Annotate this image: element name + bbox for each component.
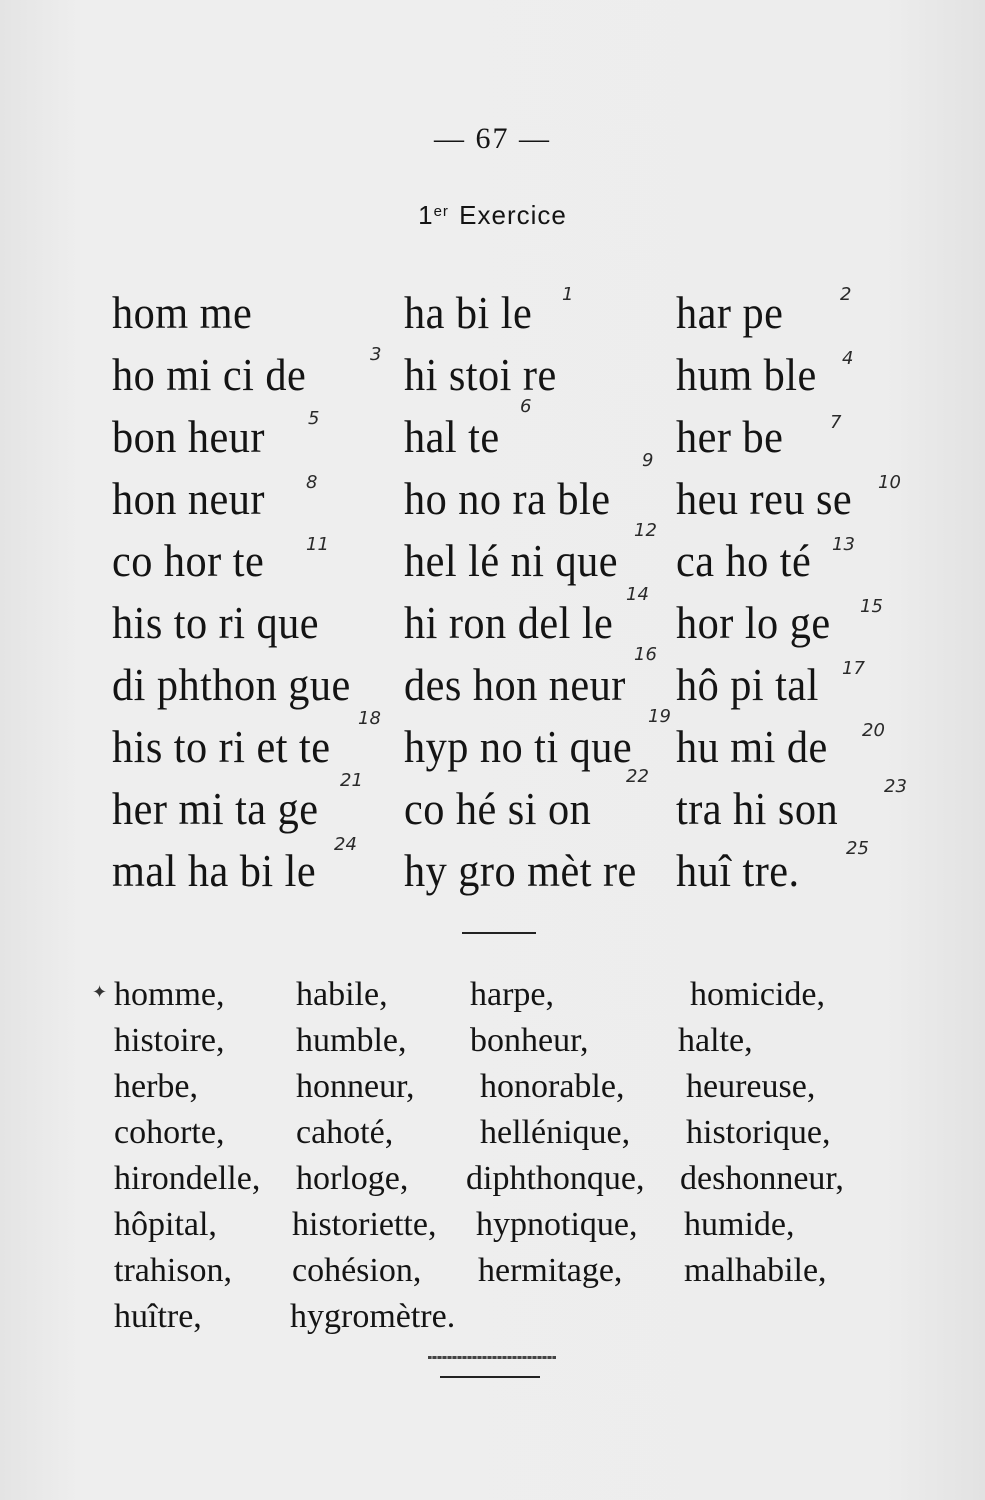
exercise-title-text: Exercice <box>459 200 567 230</box>
syllable-entry: ho no ra ble <box>404 473 611 524</box>
syllable-entry: co hor te <box>112 535 265 586</box>
annotation-number: 19 <box>648 706 671 727</box>
syllable-entry: hu mi de <box>676 721 828 772</box>
syllable-entry: hum ble <box>676 349 817 400</box>
word-entry: hygromètre. <box>290 1298 456 1335</box>
syllable-entry: huî tre. <box>676 845 800 896</box>
annotation-number: 5 <box>308 408 320 429</box>
word-entry: historique, <box>686 1114 831 1151</box>
word-entry: horloge, <box>296 1160 409 1197</box>
annotation-number: 25 <box>846 838 869 859</box>
word-entry: deshonneur, <box>680 1160 844 1197</box>
annotation-number: 14 <box>626 584 649 605</box>
annotation-number: 1 <box>562 284 574 305</box>
word-entry: hellénique, <box>480 1114 631 1151</box>
syllable-entry: har pe <box>676 287 784 338</box>
syllable-entry: ca ho té <box>676 535 812 586</box>
word-entry: historiette, <box>292 1206 437 1243</box>
annotation-number: 20 <box>862 720 885 741</box>
word-entry: diphthonque, <box>466 1160 645 1197</box>
syllable-entry: des hon neur <box>404 659 626 710</box>
annotation-number: 15 <box>860 596 883 617</box>
syllable-entry: hô pi tal <box>676 659 819 710</box>
syllable-entry: co hé si on <box>404 783 592 834</box>
bottom-divider <box>440 1376 540 1378</box>
syllable-entry: hon neur <box>112 473 265 524</box>
annotation-number: 16 <box>634 644 657 665</box>
word-entry: huître, <box>114 1298 202 1335</box>
annotation-number: 7 <box>830 412 842 433</box>
syllable-entry: hal te <box>404 411 500 462</box>
word-entry: hermitage, <box>478 1252 623 1289</box>
word-entry: homme, <box>114 976 225 1013</box>
word-entry: hôpital, <box>114 1206 217 1243</box>
word-entry: habile, <box>296 976 388 1013</box>
syllable-entry: her be <box>676 411 784 462</box>
syllable-table <box>0 272 985 896</box>
syllable-entry: bon heur <box>112 411 265 462</box>
annotation-number: 12 <box>634 520 657 541</box>
annotation-number: 22 <box>626 766 649 787</box>
syllable-entry: tra hi son <box>676 783 839 834</box>
word-entry: cahoté, <box>296 1114 394 1151</box>
word-entry: histoire, <box>114 1022 225 1059</box>
syllable-entry: ha bi le <box>404 287 533 338</box>
syllable-entry: her mi ta ge <box>112 783 319 834</box>
annotation-number: 8 <box>306 472 318 493</box>
exercise-title <box>0 200 985 231</box>
word-entry: cohésion, <box>292 1252 422 1289</box>
syllable-entry: mal ha bi le <box>112 845 317 896</box>
word-entry: cohorte, <box>114 1114 225 1151</box>
syllable-entry: his to ri que <box>112 597 319 648</box>
word-entry: halte, <box>678 1022 753 1059</box>
annotation-number: 11 <box>306 534 329 555</box>
word-entry: humble, <box>296 1022 407 1059</box>
word-entry: hypnotique, <box>476 1206 638 1243</box>
annotation-number: 10 <box>878 472 901 493</box>
annotation-number: 3 <box>370 344 382 365</box>
annotation-number: 17 <box>842 658 865 679</box>
syllable-entry: hi ron del le <box>404 597 614 648</box>
annotation-number: 13 <box>832 534 855 555</box>
word-entry: trahison, <box>114 1252 233 1289</box>
syllable-entry: hy gro mèt re <box>404 845 637 896</box>
word-entry: herbe, <box>114 1068 199 1105</box>
word-entry: hirondelle, <box>114 1160 261 1197</box>
ornamental-divider <box>428 1356 556 1359</box>
word-entry: malhabile, <box>684 1252 827 1289</box>
page-number: — 67 — <box>434 122 551 155</box>
annotation-number: 23 <box>884 776 907 797</box>
syllable-entry: hom me <box>112 287 253 338</box>
annotation-number: 18 <box>358 708 381 729</box>
word-entry: heureuse, <box>686 1068 816 1105</box>
annotation-number: 24 <box>334 834 357 855</box>
word-entry: honneur, <box>296 1068 415 1105</box>
syllable-entry: his to ri et te <box>112 721 331 772</box>
annotation-number: 6 <box>520 396 532 417</box>
exercise-ordinal-suffix: er <box>433 203 449 220</box>
syllable-entry: hor lo ge <box>676 597 831 648</box>
syllable-entry: hi stoi re <box>404 349 557 400</box>
section-divider <box>462 932 536 934</box>
word-entry: honorable, <box>480 1068 625 1105</box>
syllable-entry: hyp no ti que <box>404 721 633 772</box>
annotation-number: 21 <box>340 770 363 791</box>
word-entry: humide, <box>684 1206 795 1243</box>
annotation-number: 2 <box>840 284 852 305</box>
exercise-ordinal: 1 <box>418 200 434 230</box>
word-list <box>0 970 985 1370</box>
word-entry: homicide, <box>690 976 826 1013</box>
annotation-number: 4 <box>842 348 854 369</box>
word-entry: bonheur, <box>470 1022 589 1059</box>
syllable-entry: ho mi ci de <box>112 349 307 400</box>
syllable-entry: heu reu se <box>676 473 853 524</box>
syllable-entry: di phthon gue <box>112 659 351 710</box>
annotation-number: 9 <box>642 450 654 471</box>
margin-mark-icon: ✦ <box>92 982 108 1002</box>
syllable-entry: hel lé ni que <box>404 535 618 586</box>
word-entry: harpe, <box>470 976 555 1013</box>
